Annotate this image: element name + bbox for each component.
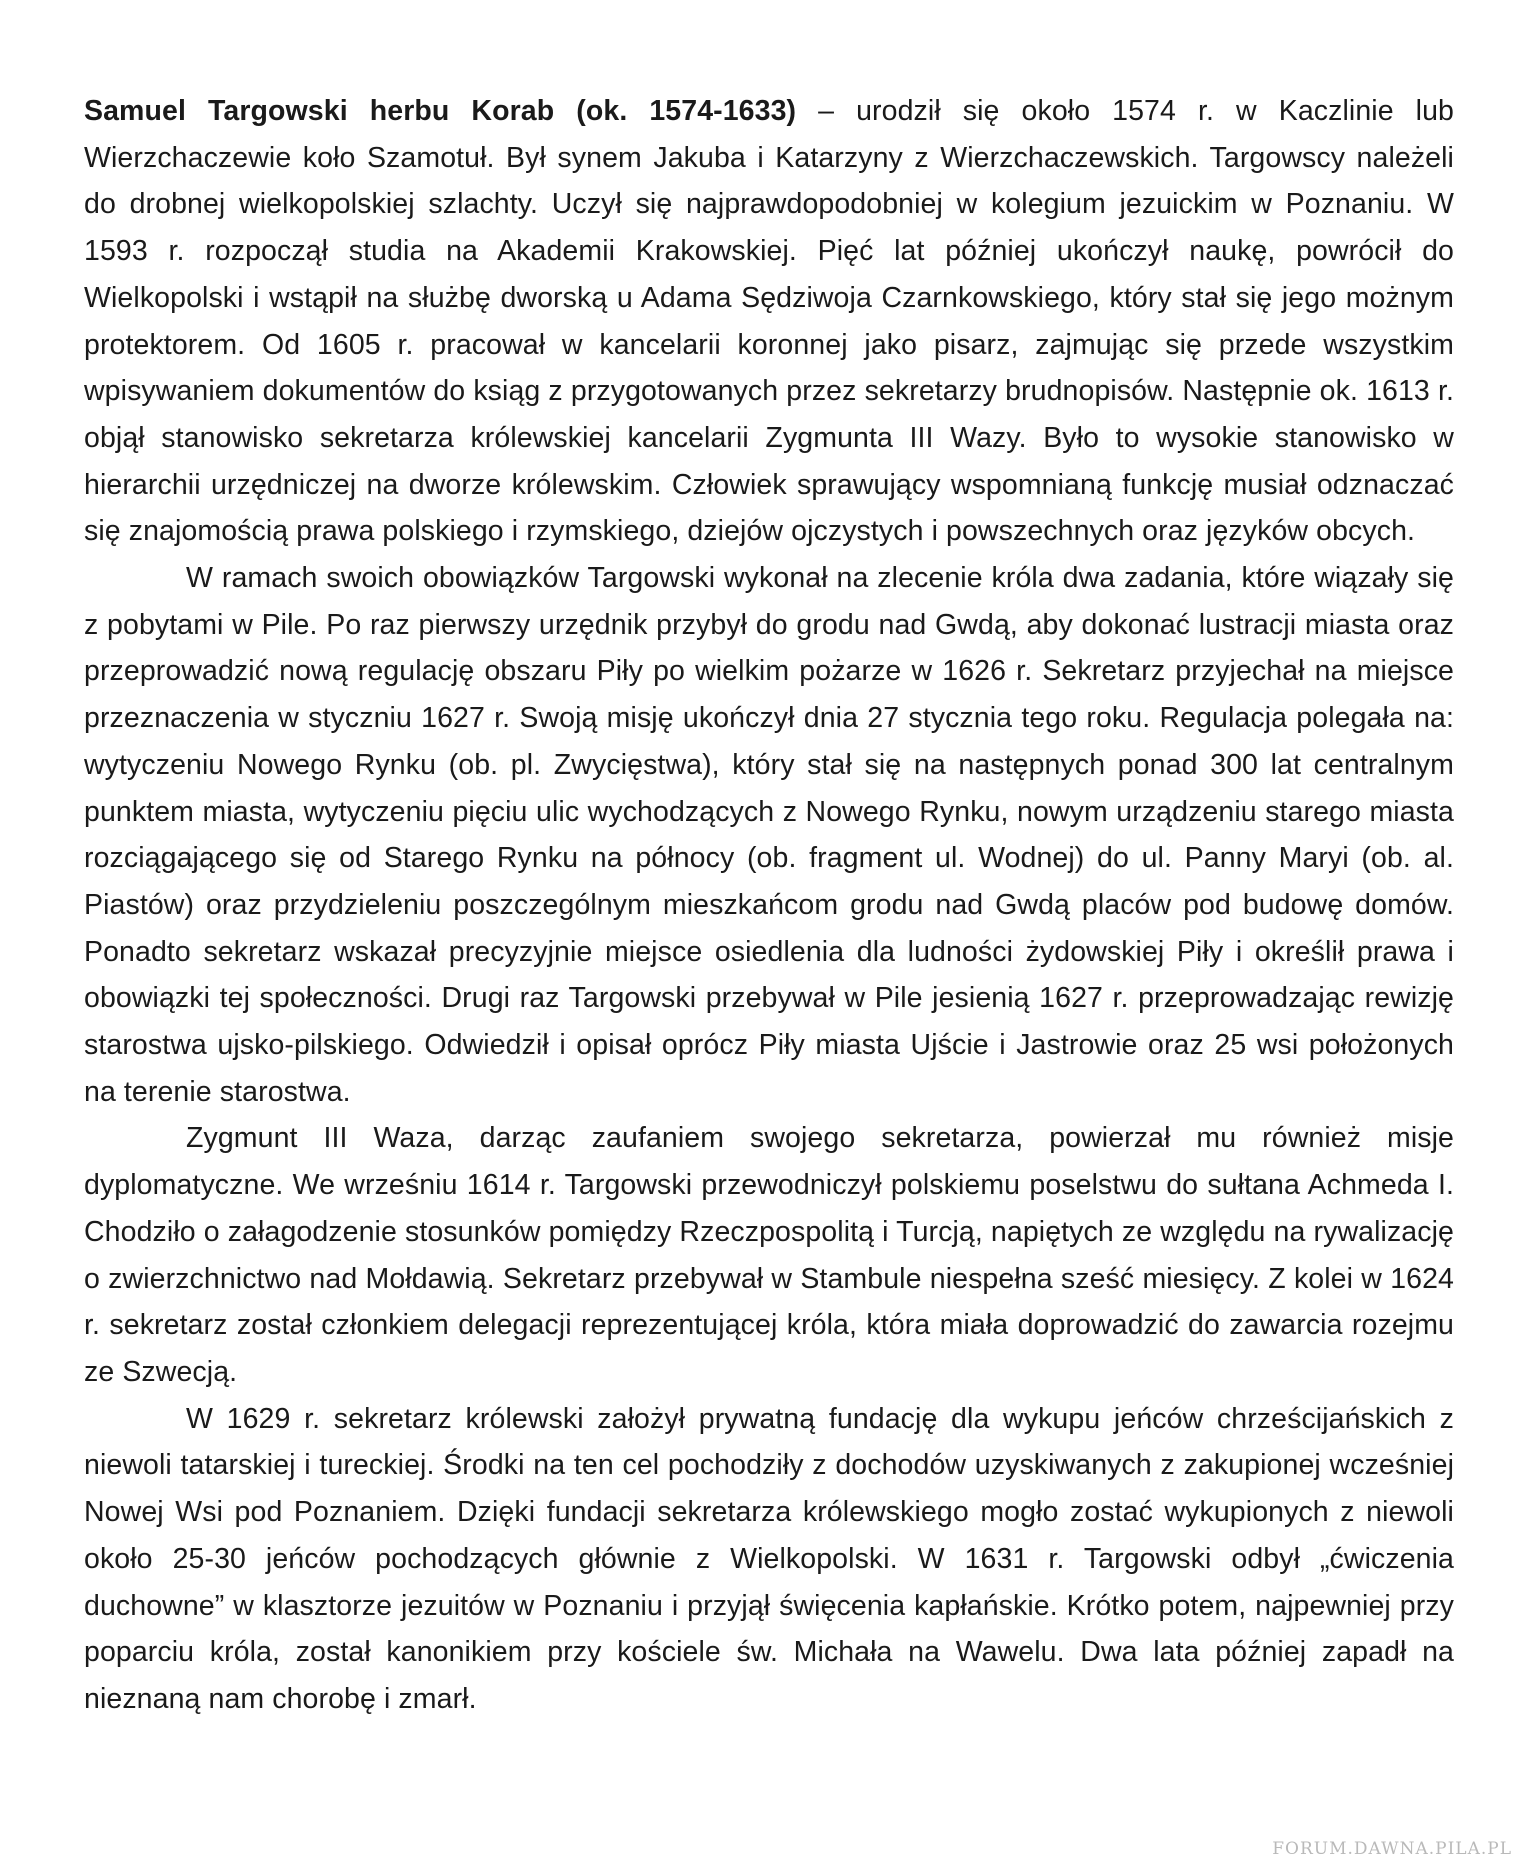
paragraph-1-text: – urodził się około 1574 r. w Kaczlinie lub Wierzchaczewie koło Szamotuł. Był synem Jakuba i Katarzyny z Wierzchaczewskich. Targowscy należeli do drobnej wielkopolskiej szlachty. Uczył się najprawdopodobniej w kolegium jezuickim w Poznaniu. W 1593 r. rozpoczął studia na Akademii Krakowskiej. Pięć lat później ukończył naukę, powrócił do Wielkopolski i wstąpił na służbę dworską u Adama Sędziwoja Czarnkowskiego, który stał się jego możnym protektorem. Od 1605 r. pracował w kancelarii koronnej jako pisarz, zajmując się przede wszystkim wpisywaniem dokumentów do ksiąg z przygotowanych przez sekretarzy brudnopisów. Następnie ok. 1613 r. objął stanowisko sekretarza królewskiej kancelarii Zygmunta III Wazy. Było to wysokie stanowisko w hierarchii urzędniczej na dworze królewskim. Człowiek sprawujący wspomnianą funkcję musiał odznaczać się znajomością prawa polskiego i rzymskiego, dziejów ojczystych i powszechnych oraz języków obcych. [84,95,1455,548]
paragraph-4: W 1629 r. sekretarz królewski założył prywatną fundację dla wykupu jeńców chrześcijańskich z niewoli tatarskiej i tureckiej. Środki na ten cel pochodziły z dochodów uzyskiwanych z zakupionej wcześniej Nowej Wsi pod Poznaniem. Dzięki fundacji sekretarza królewskiego mogło zostać wykupionych z niewoli około 25-30 jeńców pochodzących głównie z Wielkopolski. W 1631 r. Targowski odbył „ćwiczenia duchowne” w klasztorze jezuitów w Poznaniu i przyjął święcenia kapłańskie. Krótko potem, najpewniej przy poparciu króla, został kanonikiem przy kościele św. Michała na Wawelu. Dwa lata później zapadł na nieznaną nam chorobę i zmarł. [84,1402,1454,1715]
document-body [84,88,1454,1723]
lead-heading: Samuel Targowski herbu Korab (ok. 1574-1633) [84,95,797,127]
watermark: FORUM.DAWNA.PILA.PL [1272,1839,1512,1859]
paragraph-3: Zygmunt III Waza, darząc zaufaniem swojego sekretarza, powierzał mu również misje dyplomatyczne. We wrześniu 1614 r. Targowski przewodniczył polskiemu poselstwu do sułtana Achmeda I. Chodziło o załagodzenie stosunków pomiędzy Rzeczpospolitą i Turcją, napiętych ze względu na rywalizację o zwierzchnictwo nad Mołdawią. Sekretarz przebywał w Stambule niespełna sześć miesięcy. Z kolei w 1624 r. sekretarz został członkiem delegacji reprezentującej króla, która miała doprowadzić do zawarcia rozejmu ze Szwecją. [84,1122,1454,1388]
paragraph-1 [84,88,1454,555]
paragraph-2: W ramach swoich obowiązków Targowski wykonał na zlecenie króla dwa zadania, które wiązały się z pobytami w Pile. Po raz pierwszy urzędnik przybył do grodu nad Gwdą, aby dokonać lustracji miasta oraz przeprowadzić nową regulację obszaru Piły po wielkim pożarze w 1626 r. Sekretarz przyjechał na miejsce przeznaczenia w styczniu 1627 r. Swoją misję ukończył dnia 27 stycznia tego roku. Regulacja polegała na: wytyczeniu Nowego Rynku (ob. pl. Zwycięstwa), który stał się na następnych ponad 300 lat centralnym punktem miasta, wytyczeniu pięciu ulic wychodzących z Nowego Rynku, nowym urządzeniu starego miasta rozciągającego się od Starego Rynku na północy (ob. fragment ul. Wodnej) do ul. Panny Maryi (ob. al. Piastów) oraz przydzieleniu poszczególnym mieszkańcom grodu nad Gwdą placów pod budowę domów. Ponadto sekretarz wskazał precyzyjnie miejsce osiedlenia dla ludności żydowskiej Piły i określił prawa i obowiązki tej społeczności. Drugi raz Targowski przebywał w Pile jesienią 1627 r. przeprowadzając rewizję starostwa ujsko-pilskiego. Odwiedził i opisał oprócz Piły miasta Ujście i Jastrowie oraz 25 wsi położonych na terenie starostwa. [84,562,1454,1108]
